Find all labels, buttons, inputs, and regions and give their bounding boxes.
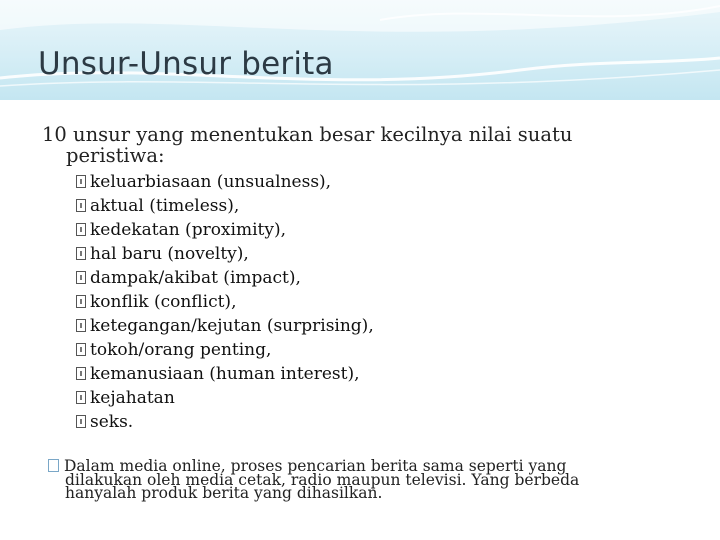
bullet-box-icon: [76, 343, 86, 356]
list-item: [76, 386, 374, 410]
list-item: [76, 266, 374, 290]
list-item-text: aktual (timeless),: [90, 196, 240, 216]
note-paragraph: [48, 459, 648, 501]
list-item: [76, 338, 374, 362]
bullet-box-icon: [76, 175, 86, 188]
list-item-text: tokoh/orang penting,: [90, 340, 272, 360]
list-item: [76, 218, 374, 242]
list-item: [76, 314, 374, 338]
list-item: [76, 362, 374, 386]
list-item-text: dampak/akibat (impact),: [90, 268, 301, 288]
bullet-box-icon: [76, 415, 86, 428]
list-item: [76, 170, 374, 194]
bullet-box-icon: [76, 199, 86, 212]
bullet-box-icon: [76, 319, 86, 332]
element-list: [76, 170, 374, 434]
bullet-box-icon: [76, 367, 86, 380]
list-item-text: kejahatan: [90, 388, 175, 408]
bullet-box-icon: [76, 223, 86, 236]
note-line-2: dilakukan oleh media cetak, radio maupun televisi. Yang berbeda: [65, 470, 580, 489]
bullet-box-icon: [76, 295, 86, 308]
bullet-box-icon: [76, 391, 86, 404]
intro-text: [42, 124, 662, 166]
note-line-1: Dalam media online, proses pencarian berita sama seperti yang: [64, 457, 567, 475]
note-line-3: hanyalah produk berita yang dihasilkan.: [65, 484, 383, 502]
list-item-text: seks.: [90, 412, 134, 432]
list-item: [76, 410, 374, 434]
intro-line-1: 10 unsur yang menentukan besar kecilnya nilai suatu: [42, 123, 573, 146]
list-item-text: keluarbiasaan (unsualness),: [90, 172, 332, 192]
list-item: [76, 194, 374, 218]
list-item-text: kedekatan (proximity),: [90, 220, 286, 240]
slide-title: Unsur-Unsur berita: [38, 46, 334, 82]
list-item: [76, 290, 374, 314]
note-bullet-icon: [48, 459, 59, 472]
list-item-text: konflik (conflict),: [90, 292, 237, 312]
intro-line-2: peristiwa:: [66, 144, 165, 167]
list-item-text: hal baru (novelty),: [90, 244, 249, 264]
list-item-text: kemanusiaan (human interest),: [90, 364, 360, 384]
list-item-text: ketegangan/kejutan (surprising),: [90, 316, 374, 336]
bullet-box-icon: [76, 271, 86, 284]
list-item: [76, 242, 374, 266]
bullet-box-icon: [76, 247, 86, 260]
